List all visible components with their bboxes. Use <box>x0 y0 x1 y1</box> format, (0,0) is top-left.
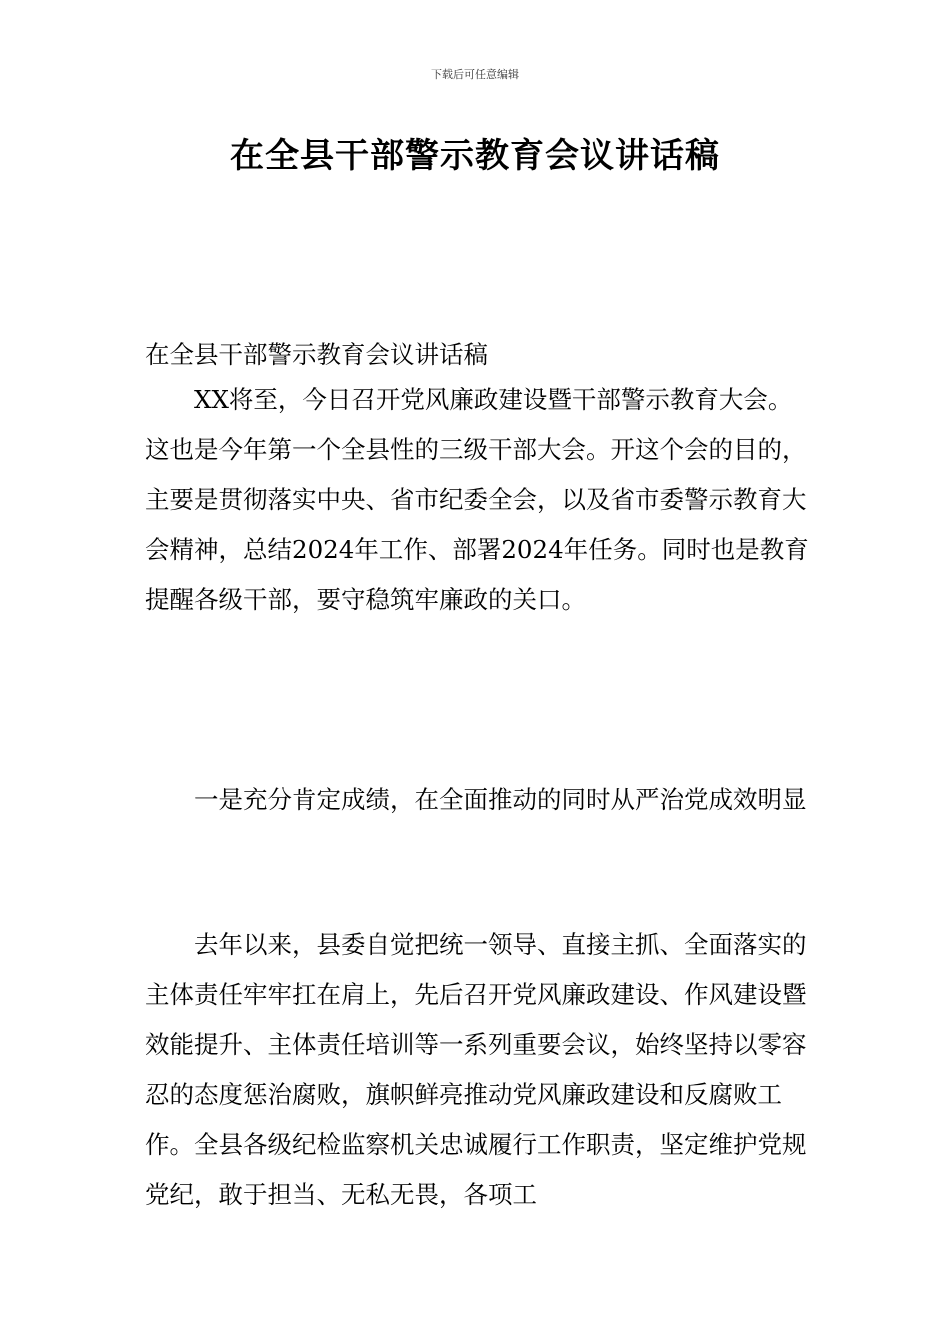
paragraph-body: 去年以来，县委自觉把统一领导、直接主抓、全面落实的主体责任牢牢扛在肩上，先后召开党风廉政建设、作风建设暨效能提升、主体责任培训等一系列重要会议，始终坚持以零容忍的态度惩治腐败，旗帜鲜亮推动党风廉政建设和反腐败工作。全县各级纪检监察机关忠诚履行工作职责，坚定维护党规党纪，敢于担当、无私无畏，各项工 <box>145 930 807 1209</box>
paragraph-intro: XX将至，今日召开党风廉政建设暨干部警示教育大会。这也是今年第一个全县性的三级干部大会。开这个会的目的，主要是贯彻落实中央、省市纪委全会，以及省市委警示教育大会精神，总结2024年工作、部署2024年任务。同时也是教育提醒各级干部，要守稳筑牢廉政的关口。 <box>145 385 809 614</box>
paragraph-section-heading: 一是充分肯定成绩，在全面推动的同时从严治党成效明显 <box>194 785 807 814</box>
document-title: 在全县干部警示教育会议讲话稿 <box>230 136 720 176</box>
page-header-note: 下载后可任意编辑 <box>431 68 519 81</box>
document-subtitle: 在全县干部警示教育会议讲话稿 <box>145 340 488 369</box>
